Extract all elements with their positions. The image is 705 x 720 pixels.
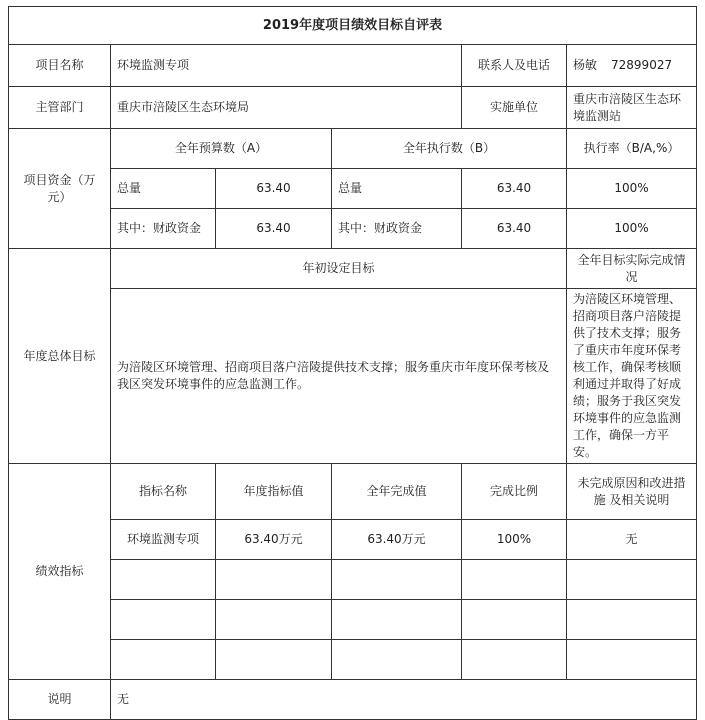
reason-cell: 无: [567, 520, 697, 560]
goal-actual-header: 全年目标实际完成情况: [567, 249, 697, 289]
empty-cell: [567, 600, 697, 640]
completed-cell: 63.40万元: [332, 520, 462, 560]
funds-rate-value: 100%: [567, 209, 697, 249]
funds-budget-value: 63.40: [216, 169, 332, 209]
table-row: [9, 169, 697, 209]
funds-row-label: 总量: [111, 169, 216, 209]
funds-executed-value: 63.40: [462, 209, 567, 249]
project-name-label: 项目名称: [9, 45, 111, 87]
department-value: 重庆市涪陵区生态环境局: [111, 87, 462, 129]
empty-cell: [111, 600, 216, 640]
annual-goal-label: 年度总体目标: [9, 249, 111, 464]
goal-set-text: 为涪陵区环境管理、招商项目落户涪陵提供技术支撑；服务重庆市年度环保考核及我区突发环境事件的应急监测工作。: [111, 289, 567, 464]
indicator-header: 指标名称: [111, 464, 216, 520]
contact-phone: 72899027: [611, 58, 673, 72]
table-row: [9, 640, 697, 680]
funds-rate-header: 执行率（B/A,%）: [567, 129, 697, 169]
funds-label: 项目资金（万元）: [9, 129, 111, 249]
self-evaluation-form: [8, 6, 697, 720]
empty-cell: [332, 640, 462, 680]
funds-budget-header: 全年预算数（A）: [111, 129, 332, 169]
funds-executed-value: 63.40: [462, 169, 567, 209]
ratio-header: 完成比例: [462, 464, 567, 520]
goal-actual-text: 为涪陵区环境管理、招商项目落户涪陵提供了技术支撑；服务了重庆市年度环保考核工作，确保考核顺利通过并取得了好成绩；服务于我区突发环境事件的应急监测工作，确保一方平安。: [567, 289, 697, 464]
impl-unit-value: 重庆市涪陵区生态环境监测站: [567, 87, 697, 129]
funds-row-label: 其中：财政资金: [332, 209, 462, 249]
funds-budget-value: 63.40: [216, 209, 332, 249]
empty-cell: [216, 600, 332, 640]
empty-cell: [462, 640, 567, 680]
impl-unit-label: 实施单位: [462, 87, 567, 129]
ratio-cell: 100%: [462, 520, 567, 560]
empty-cell: [567, 640, 697, 680]
funds-executed-header: 全年执行数（B）: [332, 129, 567, 169]
table-row: [9, 520, 697, 560]
department-label: 主管部门: [9, 87, 111, 129]
funds-row-label: 其中：财政资金: [111, 209, 216, 249]
empty-cell: [216, 560, 332, 600]
form-title: 2019年度项目绩效目标自评表: [9, 7, 697, 45]
empty-cell: [111, 560, 216, 600]
indicator-cell: 环境监测专项: [111, 520, 216, 560]
empty-cell: [111, 640, 216, 680]
empty-cell: [462, 560, 567, 600]
target-cell: 63.40万元: [216, 520, 332, 560]
goal-set-header: 年初设定目标: [111, 249, 567, 289]
empty-cell: [462, 600, 567, 640]
notes-label: 说明: [9, 680, 111, 720]
table-row: [9, 560, 697, 600]
empty-cell: [332, 600, 462, 640]
empty-cell: [216, 640, 332, 680]
contact-value: [567, 45, 697, 87]
reason-header: 未完成原因和改进措施 及相关说明: [567, 464, 697, 520]
contact-name: 杨敏: [573, 58, 598, 72]
project-name-value: 环境监测专项: [111, 45, 462, 87]
notes-value: 无: [111, 680, 697, 720]
empty-cell: [332, 560, 462, 600]
table-row: [9, 209, 697, 249]
completed-header: 全年完成值: [332, 464, 462, 520]
funds-rate-value: 100%: [567, 169, 697, 209]
performance-label: 绩效指标: [9, 464, 111, 680]
target-header: 年度指标值: [216, 464, 332, 520]
empty-cell: [567, 560, 697, 600]
contact-label: 联系人及电话: [462, 45, 567, 87]
table-row: [9, 600, 697, 640]
funds-row-label: 总量: [332, 169, 462, 209]
